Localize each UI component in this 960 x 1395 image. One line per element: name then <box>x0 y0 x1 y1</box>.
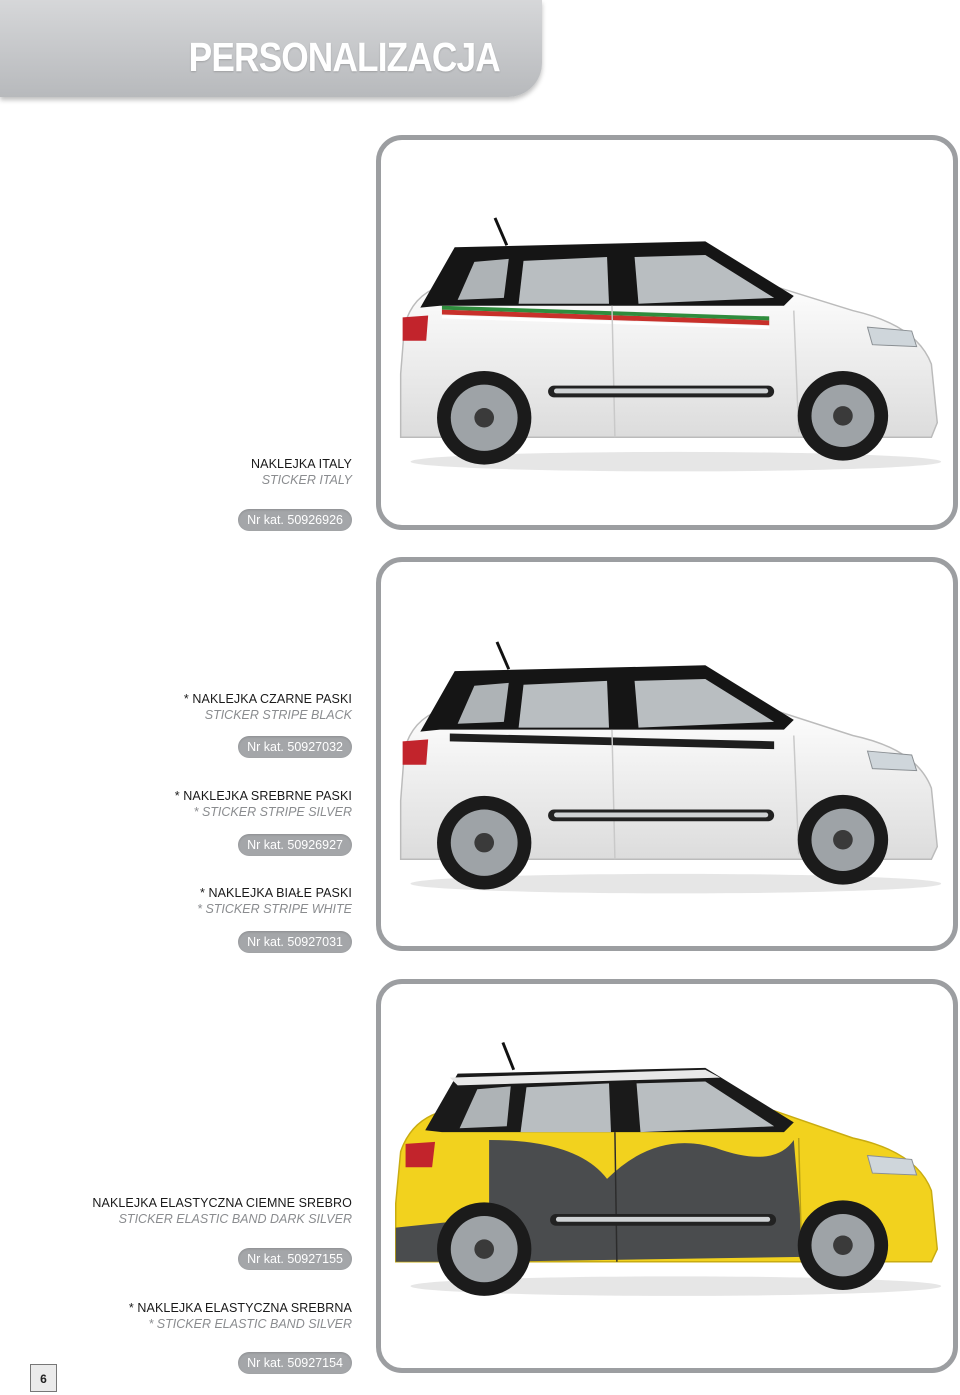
catalog-number-badge: Nr kat. 50927031 <box>238 931 352 953</box>
item-name-pl: * NAKLEJKA SREBRNE PASKI <box>174 789 352 803</box>
item-name-en: STICKER ITALY <box>261 473 352 487</box>
item-name-en: STICKER ELASTIC BAND DARK SILVER <box>118 1212 352 1226</box>
header-tab <box>0 0 542 97</box>
car-image-elastic-band <box>381 984 953 1368</box>
catalog-number-badge: Nr kat. 50927154 <box>238 1352 352 1374</box>
car-image-stripe-black <box>381 562 953 946</box>
item-name-en: * STICKER ELASTIC BAND SILVER <box>148 1317 352 1331</box>
product-image-frame-1 <box>376 135 958 530</box>
item-label-4 <box>197 885 352 917</box>
item-name-en: STICKER STRIPE BLACK <box>204 708 352 722</box>
product-image-frame-3 <box>376 979 958 1373</box>
item-label-5 <box>92 1195 352 1227</box>
item-name-pl: * NAKLEJKA CZARNE PASKI <box>183 692 352 706</box>
item-name-pl: * NAKLEJKA ELASTYCZNA SREBRNA <box>128 1301 352 1315</box>
item-label-3 <box>175 788 352 820</box>
page-title: PERSONALIZACJA <box>188 34 500 80</box>
product-image-frame-2 <box>376 557 958 951</box>
item-label-1 <box>251 456 352 488</box>
catalog-number-badge: Nr kat. 50927155 <box>238 1248 352 1270</box>
catalog-number-badge: Nr kat. 50926926 <box>238 509 352 531</box>
item-name-en: * STICKER STRIPE WHITE <box>197 902 352 916</box>
item-name-pl: * NAKLEJKA BIAŁE PASKI <box>199 886 352 900</box>
catalog-number-badge: Nr kat. 50926927 <box>238 834 352 856</box>
car-image-italy <box>381 140 953 525</box>
item-name-en: * STICKER STRIPE SILVER <box>193 805 352 819</box>
item-name-pl: NAKLEJKA ELASTYCZNA CIEMNE SREBRO <box>92 1196 352 1210</box>
item-label-6 <box>129 1300 352 1332</box>
page-number: 6 <box>30 1364 57 1392</box>
item-name-pl: NAKLEJKA ITALY <box>251 457 352 471</box>
item-label-2 <box>184 691 352 723</box>
catalog-number-badge: Nr kat. 50927032 <box>238 736 352 758</box>
